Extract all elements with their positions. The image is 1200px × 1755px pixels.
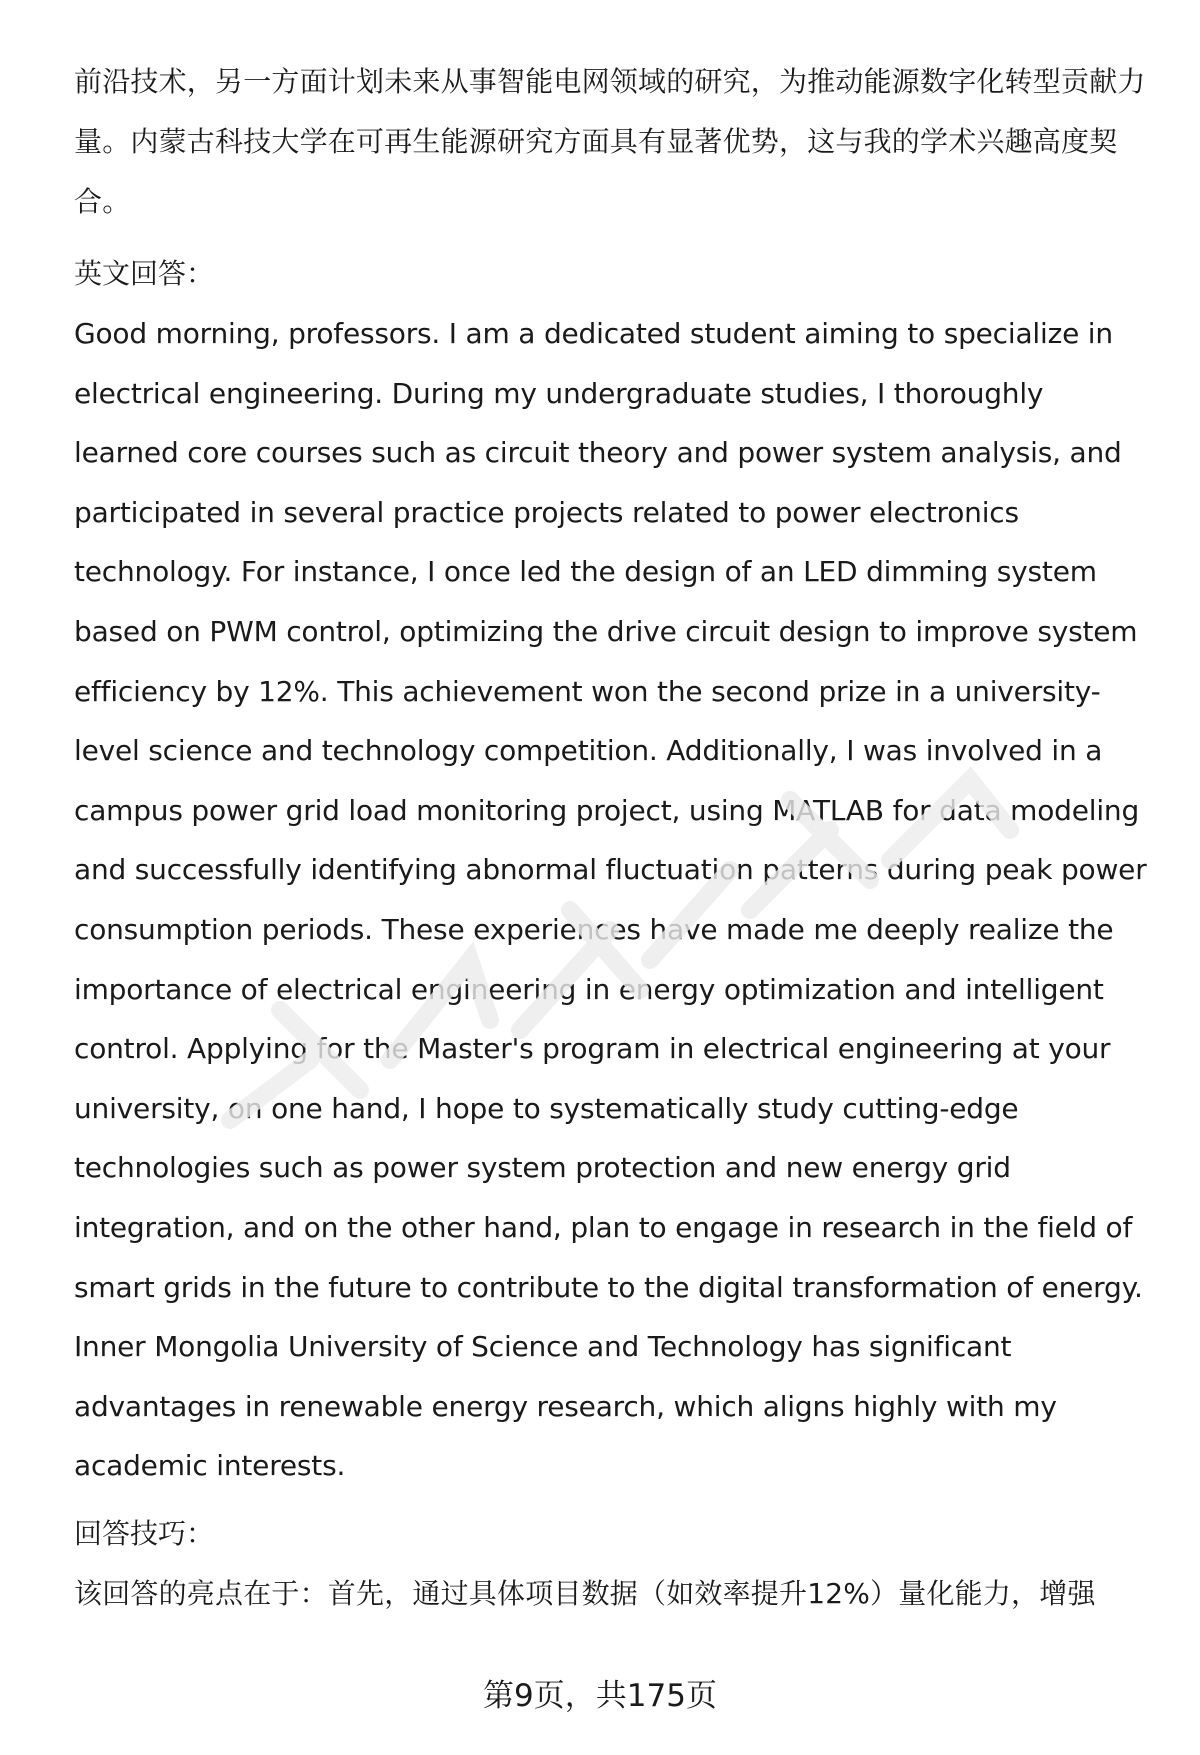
page-content [74,52,1154,1624]
english-answer-paragraph: Good morning, professors. I am a dedicated student aiming to specialize in electrical engineering. During my undergraduate studies, I thoroughly learned core courses such as circuit theory and power system analysis, and participated in several practice projects related to power electronics technology. For instance, I once led the design of an LED dimming system based on PWM control, optimizing the drive circuit design to improve system efficiency by 12%. This achievement won the second prize in a university-level science and technology competition. Additionally, I was involved in a campus power grid load monitoring project, using MATLAB for data modeling and successfully identifying abnormal fluctuation patterns during peak power consumption periods. These experiences have made me deeply realize the importance of electrical engineering in energy optimization and intelligent control. Applying for the Master's program in electrical engineering at your university, on one hand, I hope to systematically study cutting-edge technologies such as power system protection and new energy grid integration, and on the other hand, plan to engage in research in the field of smart grids in the future to contribute to the digital transformation of energy. Inner Mongolia University of Science and Technology has significant advantages in renewable energy research, which aligns highly with my academic interests. [74,317,1147,1483]
spacer [74,1496,1154,1504]
tips-paragraph: 该回答的亮点在于：首先，通过具体项目数据（如效率提升12%）量化能力，增强 [74,1576,1096,1610]
spacer [74,232,1154,244]
english-answer-heading: 英文回答： [74,257,215,290]
page-number-footer: 第9页，共175页 [483,1678,717,1714]
tips-heading: 回答技巧： [74,1516,215,1550]
intro-paragraph-zh: 前沿技术，另一方面计划未来从事智能电网领域的研究，为推动能源数字化转型贡献力量。内蒙古科技大学在可再生能源研究方面具有显著优势，这与我的学术兴趣高度契合。 [74,65,1146,218]
